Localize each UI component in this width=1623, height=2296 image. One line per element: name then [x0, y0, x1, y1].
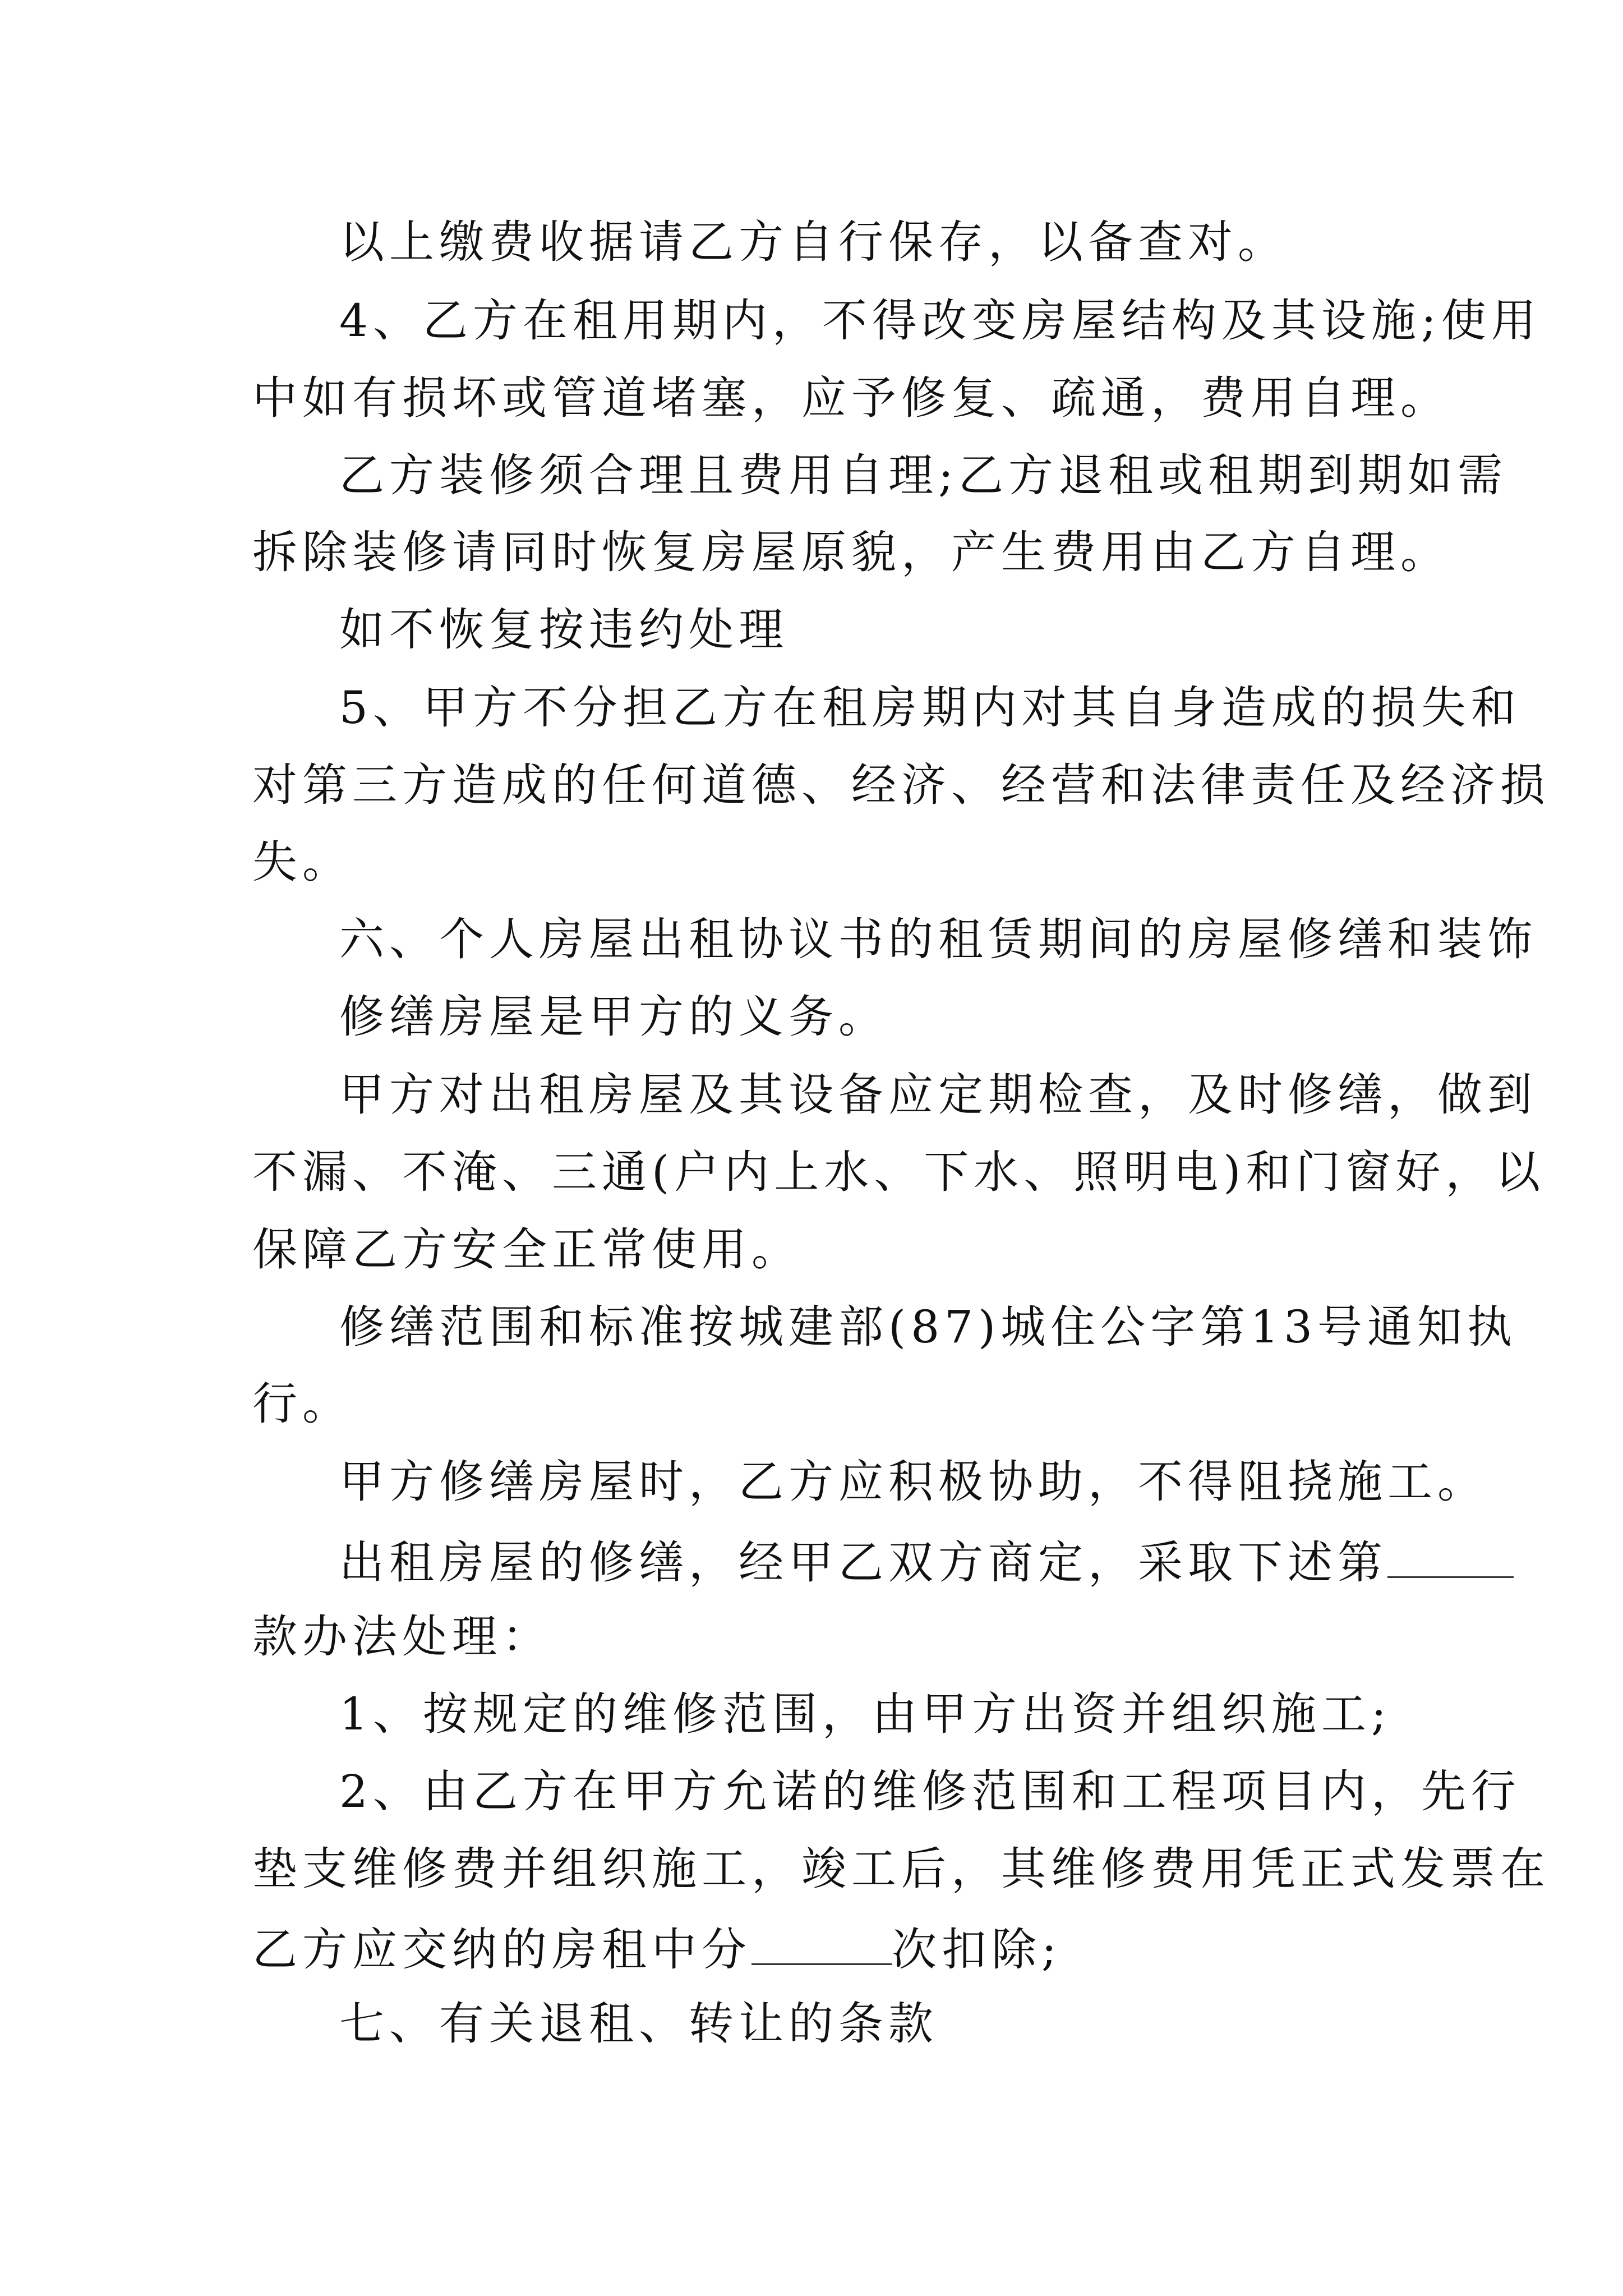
- text-line: 垫支维修费并组织施工，竣工后，其维修费用凭正式发票在: [252, 1843, 1550, 1895]
- text-segment: 出租房屋的修缮，经甲乙双方商定，采取下述第: [339, 1536, 1387, 1589]
- text-line: 款办法处理：: [252, 1611, 552, 1663]
- text-line: 甲方修缮房屋时，乙方应积极协助，不得阻挠施工。: [339, 1456, 1487, 1508]
- option-1-line: 1、按规定的维修范围，由甲方出资并组织施工;: [339, 1688, 1391, 1740]
- text-line: 行。: [252, 1378, 352, 1430]
- text-line: 甲方对出租房屋及其设备应定期检查，及时修缮，做到: [339, 1069, 1537, 1121]
- fill-in-blank[interactable]: [1387, 1537, 1514, 1578]
- section-7-heading: 七、有关退租、转让的条款: [339, 1998, 938, 2050]
- text-line: 拆除装修请同时恢复房屋原貌，产生费用由乙方自理。: [252, 526, 1450, 578]
- text-line: 保障乙方安全正常使用。: [252, 1223, 801, 1276]
- text-line: 乙方装修须合理且费用自理;乙方退租或租期到期如需: [339, 449, 1507, 501]
- text-line: [252, 1924, 1380, 1976]
- text-line: 失。: [252, 836, 352, 888]
- section-6-heading: 六、个人房屋出租协议书的租赁期间的房屋修缮和装饰: [339, 913, 1537, 965]
- clause-4-line: 4、乙方在租用期内，不得改变房屋结构及其设施;使用: [339, 295, 1541, 347]
- text-segment: 次扣除;: [892, 1924, 1062, 1976]
- text-line: 修缮房屋是甲方的义务。: [339, 991, 888, 1043]
- text-line: [339, 1536, 1387, 1589]
- text-segment: 乙方应交纳的房租中分: [252, 1924, 751, 1976]
- text-line: 对第三方造成的任何道德、经济、经营和法律责任及经济损: [252, 759, 1550, 811]
- text-line: 如不恢复按违约处理: [339, 604, 789, 656]
- text-line: 以上缴费收据请乙方自行保存，以备查对。: [339, 216, 1288, 268]
- text-line: 中如有损坏或管道堵塞，应予修复、疏通，费用自理。: [252, 372, 1450, 424]
- option-2-line: 2、由乙方在甲方允诺的维修范围和工程项目内，先行: [339, 1765, 1521, 1818]
- text-line: 修缮范围和标准按城建部(87)城住公字第13号通知执: [339, 1301, 1518, 1353]
- clause-5-line: 5、甲方不分担乙方在租房期内对其自身造成的损失和: [339, 682, 1521, 734]
- text-line: 不漏、不淹、三通(户内上水、下水、照明电)和门窗好，以: [252, 1146, 1546, 1198]
- fill-in-blank[interactable]: [751, 1924, 892, 1965]
